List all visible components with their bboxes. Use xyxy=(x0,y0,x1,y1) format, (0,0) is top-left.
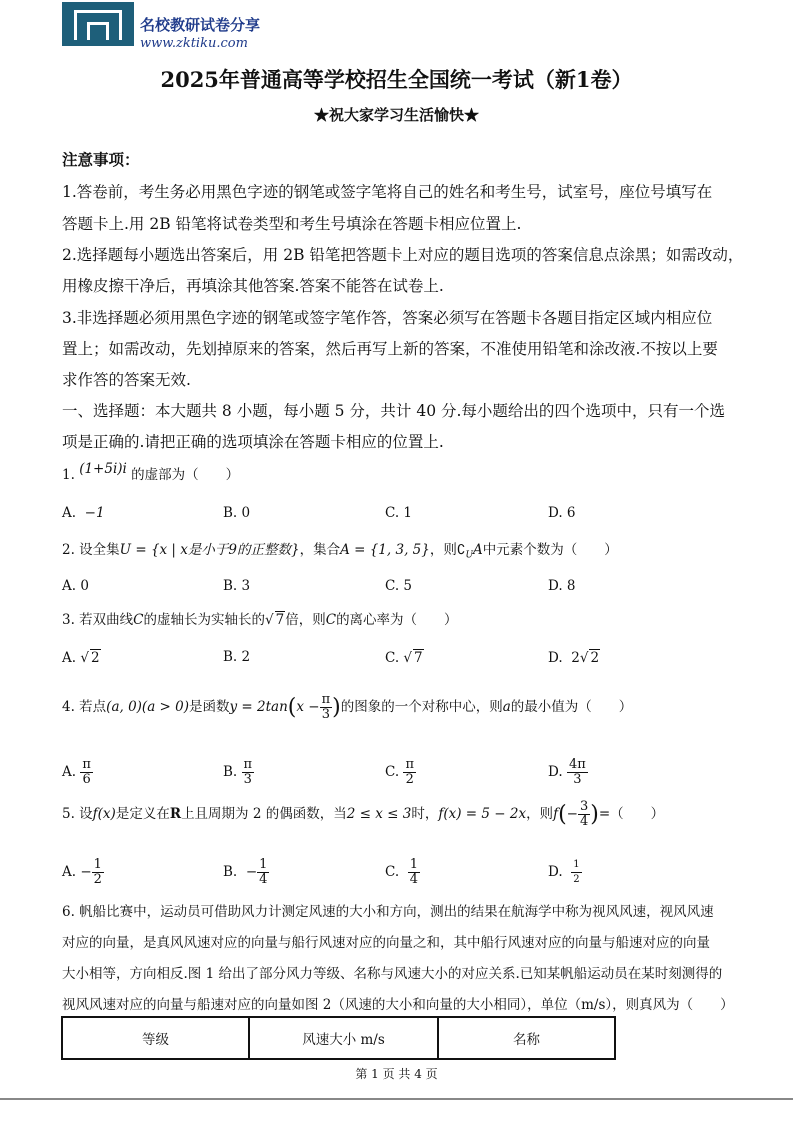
q4-option-c[interactable]: C. $\frac{\pi}{2}$ xyxy=(385,757,414,787)
section1-line1: 一、选择题：本大题共 8 小题，每小题 5 分，共计 40 分.每小题给出的四个选项中，只有一个选 xyxy=(62,402,725,420)
logo-url: www.zktiku.com xyxy=(140,36,248,51)
question-2: 2. 设全集U = {x | x是小于9的正整数}，集合A = {1, 3, 5}，则$∁_UA$中元素个数为（ ） xyxy=(62,542,618,561)
q1-option-b[interactable]: B. 0 xyxy=(223,505,251,521)
notice-item3-line1: 3.非选择题必须用黑色字迹的钢笔或签字笔作答，答案必须写在答题卡各题目指定区域内相应位 xyxy=(62,309,713,327)
question-1: 1. (1+5i)i 的虚部为（ ） xyxy=(62,461,240,483)
question-6-line1: 6. 帆船比赛中，运动员可借助风力计测定风速的大小和方向，测出的结果在航海学中称为视风风速，视风风速 xyxy=(62,904,714,920)
question-6-line2: 对应的向量，是真风风速对应的向量与船行风速对应的向量之和，其中船行风速对应的向量与船速对应的向量 xyxy=(62,935,710,951)
q5-option-d[interactable]: D. $\frac{1}{2}$ xyxy=(548,859,580,885)
q2-option-d[interactable]: D. 8 xyxy=(548,578,576,594)
table-header-speed: 风速大小 m/s xyxy=(249,1017,438,1059)
q3-option-a[interactable]: A. √ 2 xyxy=(62,650,100,666)
q3-option-b[interactable]: B. 2 xyxy=(223,649,251,665)
q5-option-b[interactable]: B. − $\frac{1}{4}$ xyxy=(223,857,268,887)
question-5: 5. 设f(x)是定义在R上且周期为 2 的偶函数，当2 ≤ x ≤ 3时，f(x) = 5 − 2x，则f(− $\frac{3}{4}$ )=（ ） xyxy=(62,799,665,829)
q3-option-d[interactable]: D. 2√ 2 xyxy=(548,650,600,666)
page-footer: 第 1 页 共 4 页 xyxy=(355,1067,438,1081)
notice-item1-line2: 答题卡上.用 2B 铅笔将试卷类型和考生号填涂在答题卡相应位置上. xyxy=(62,215,522,233)
notice-item3-line3: 求作答的答案无效. xyxy=(62,371,191,389)
q2-option-b[interactable]: B. 3 xyxy=(223,578,251,594)
q1-option-c[interactable]: C. 1 xyxy=(385,505,413,521)
exam-subtitle: ★祝大家学习生活愉快★ xyxy=(313,106,479,124)
q1-option-d[interactable]: D. 6 xyxy=(548,505,576,521)
logo-name: 名校教研试卷分享 xyxy=(140,16,261,34)
section1-line2: 项是正确的.请把正确的选项填涂在答题卡相应的位置上. xyxy=(62,433,444,451)
notice-item1-line1: 1.答卷前，考生务必用黑色字迹的钢笔或签字笔将自己的姓名和考生号，试室号，座位号填写在 xyxy=(62,183,713,201)
wind-table xyxy=(61,1016,616,1060)
q1-option-a[interactable]: A. −1 xyxy=(62,505,105,521)
q4-option-a[interactable]: A. $\frac{\pi}{6}$ xyxy=(62,757,91,787)
question-3: 3. 若双曲线C的虚轴长为实轴长的√ 7倍，则C的离心率为（ ） xyxy=(62,612,458,628)
q2-option-a[interactable]: A. 0 xyxy=(62,578,89,594)
notice-heading: 注意事项： xyxy=(62,150,140,169)
table-header-grade: 等级 xyxy=(62,1017,249,1059)
q4-option-b[interactable]: B. $\frac{\pi}{3}$ xyxy=(223,757,253,787)
table-header-name: 名称 xyxy=(438,1017,615,1059)
q5-option-a[interactable]: A. − $\frac{1}{2}$ xyxy=(62,857,102,887)
q4-option-d[interactable]: D. $\frac{4\pi}{3}$ xyxy=(548,757,586,787)
notice-item2-line1: 2.选择题每小题选出答案后，用 2B 铅笔把答题卡上对应的题目选项的答案信息点涂黑；如需改动， xyxy=(62,246,744,264)
table-row xyxy=(62,1017,615,1059)
question-6-line4: 视风风速对应的向量与船速对应的向量如图 2（风速的大小和向量的大小相同），单位（m/s），则真风为（ ） xyxy=(62,997,734,1013)
q3-option-c[interactable]: C. √ 7 xyxy=(385,650,423,666)
notice-item2-line2: 用橡皮擦干净后，再填涂其他答案.答案不能答在试卷上. xyxy=(62,277,444,295)
bottom-divider xyxy=(0,1098,793,1100)
q5-option-c[interactable]: C. $\frac{1}{4}$ xyxy=(385,857,419,887)
notice-item3-line2: 置上；如需改动，先划掉原来的答案，然后再写上新的答案，不准使用铅笔和涂改液.不按以上要 xyxy=(62,340,718,358)
q2-option-c[interactable]: C. 5 xyxy=(385,578,413,594)
site-logo xyxy=(62,2,134,46)
question-4: 4. 若点(a, 0)(a > 0)是函数y = 2tan(x − $\frac{\pi}{3}$ )的图象的一个对称中心，则a的最小值为（ ） xyxy=(62,692,633,722)
exam-title: 2025年普通高等学校招生全国统一考试（新1卷） xyxy=(160,67,633,92)
question-6-line3: 大小相等，方向相反.图 1 给出了部分风力等级、名称与风速大小的对应关系.已知某帆船运动员在某时刻测得的 xyxy=(62,966,723,982)
